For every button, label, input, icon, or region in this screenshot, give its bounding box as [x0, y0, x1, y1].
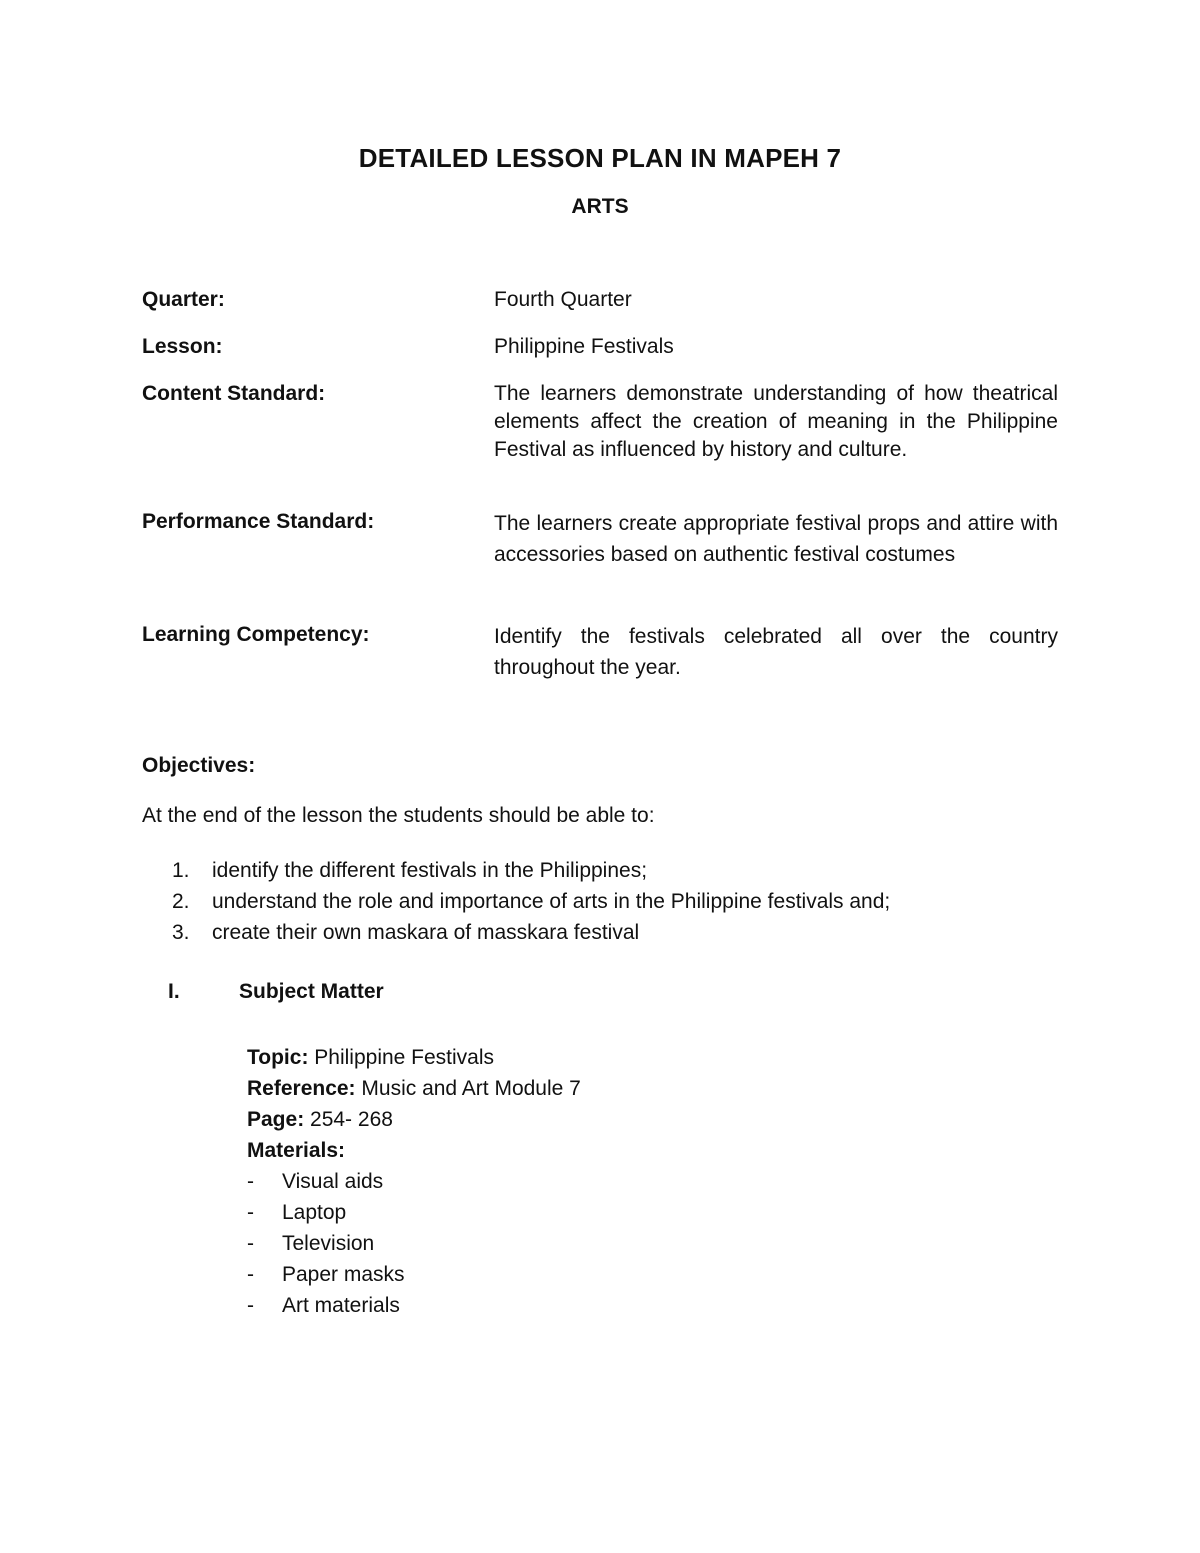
lesson-label: Lesson: [142, 335, 223, 358]
subject-matter-heading [168, 980, 384, 1004]
material-item [247, 1290, 581, 1321]
quarter-label: Quarter: [142, 288, 225, 311]
material-item [247, 1197, 581, 1228]
objective-text: understand the role and importance of arts in the Philippine festivals and; [212, 890, 891, 913]
section-numeral: I. [168, 980, 180, 1003]
material-text: Paper masks [282, 1263, 405, 1286]
list-dash: - [247, 1170, 254, 1193]
page-value: 254- 268 [304, 1108, 393, 1131]
objectives-list [172, 855, 890, 948]
lesson-value: Philippine Festivals [494, 335, 674, 358]
materials-label: Materials: [247, 1139, 346, 1162]
quarter-value: Fourth Quarter [494, 288, 632, 311]
content-standard-value: The learners demonstrate understanding of how theatrical elements affect the creation of meaning in the Philippine Festival as influenced by history and culture. [494, 382, 1058, 461]
list-dash: - [247, 1294, 254, 1317]
material-item [247, 1228, 581, 1259]
objectives-heading: Objectives: [142, 754, 256, 777]
page-line [247, 1104, 581, 1135]
objective-text: identify the different festivals in the Philippines; [212, 859, 648, 882]
objective-text: create their own maskara of masskara festival [212, 921, 640, 944]
materials-list [247, 1166, 581, 1321]
section-title: Subject Matter [239, 980, 384, 1003]
topic-value: Philippine Festivals [308, 1046, 495, 1069]
performance-standard-value: The learners create appropriate festival props and attire with accessories based on authentic festival costumes [494, 512, 1058, 566]
objective-number: 3. [172, 921, 190, 944]
materials-line [247, 1135, 581, 1166]
list-dash: - [247, 1232, 254, 1255]
reference-label: Reference: [247, 1077, 356, 1100]
material-text: Visual aids [282, 1170, 384, 1193]
material-text: Laptop [282, 1201, 347, 1224]
learning-competency-value: Identify the festivals celebrated all over the country throughout the year. [494, 625, 1058, 679]
document-subtitle: ARTS [571, 195, 629, 218]
subject-matter-body [247, 1042, 581, 1321]
objective-number: 2. [172, 890, 190, 913]
objective-item [172, 855, 890, 886]
reference-line [247, 1073, 581, 1104]
topic-line [247, 1042, 581, 1073]
performance-standard-label: Performance Standard: [142, 510, 375, 533]
material-text: Television [282, 1232, 375, 1255]
learning-competency-label: Learning Competency: [142, 623, 370, 646]
content-standard-label: Content Standard: [142, 382, 326, 405]
reference-value: Music and Art Module 7 [355, 1077, 581, 1100]
page-label: Page: [247, 1108, 305, 1131]
objective-item [172, 917, 890, 948]
material-item [247, 1259, 581, 1290]
material-text: Art materials [282, 1294, 400, 1317]
objective-number: 1. [172, 859, 190, 882]
material-item [247, 1166, 581, 1197]
objectives-intro: At the end of the lesson the students should be able to: [142, 804, 655, 827]
objective-item [172, 886, 890, 917]
list-dash: - [247, 1263, 254, 1286]
topic-label: Topic: [247, 1046, 309, 1069]
list-dash: - [247, 1201, 254, 1224]
document-title: DETAILED LESSON PLAN IN MAPEH 7 [358, 143, 842, 173]
